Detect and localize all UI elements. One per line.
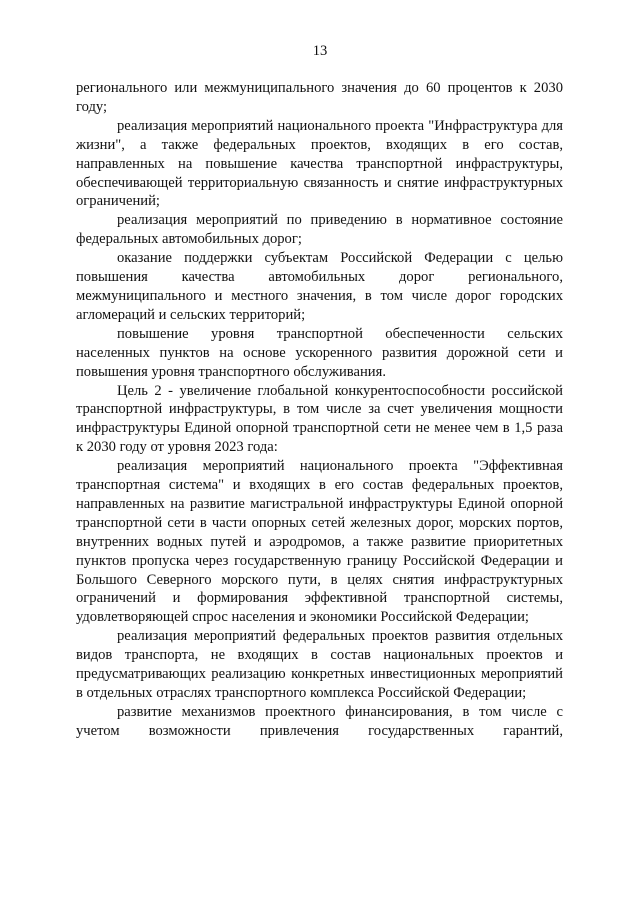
- paragraph: реализация мероприятий федеральных проектов развития отдельных видов транспорта, не входящих в состав национальных проектов и предусматривающих реализацию конкретных инвестиционных мероприятий в отдельных отраслях транспортного комплекса Российской Федерации;: [76, 628, 563, 701]
- paragraph: повышение уровня транспортной обеспеченности сельских населенных пунктов на основе ускоренного развития дорожной сети и повышения уровня транспортного обслуживания.: [76, 325, 563, 380]
- paragraph: реализация мероприятий национального проекта "Инфраструктура для жизни", а также федеральных проектов, входящих в его состав, направленных на повышение качества транспортной инфраструктуры, обеспечивающей территориальную связанность и снятие инфраструктурных ограничений;: [76, 117, 563, 210]
- body-text: [76, 79, 563, 741]
- paragraph: Цель 2 - увеличение глобальной конкурентоспособности российской транспортной инфраструктуры, в том числе за счет увеличения мощности инфраструктуры Единой опорной транспортной сети не менее чем в 1,5 раза к 2030 году от уровня 2023 года:: [76, 382, 563, 456]
- paragraph: оказание поддержки субъектам Российской Федерации с целью повышения качества автомобильных дорог регионального, межмуниципального и местного значения, в том числе дорог городских агломераций и сельских территорий;: [76, 250, 563, 323]
- paragraph: реализация мероприятий по приведению в нормативное состояние федеральных автомобильных дорог;: [76, 212, 563, 248]
- paragraph: реализация мероприятий национального проекта "Эффективная транспортная система" и входящих в его состав федеральных проектов, направленных на развитие магистральной инфраструктуры Единой опорной транспортной сети в части опорных сетей железных дорог, морских портов, внутренних водных путей и аэродромов, а также развитие приоритетных пунктов пропуска через государственную границу Российской Федерации и Большого Северного морского пути, в целях снятия инфраструктурных ограничений и формирования эффективной транспортной системы, удовлетворяющей спрос населения и экономики Российской Федерации;: [76, 458, 563, 626]
- page-number: 13: [312, 43, 328, 59]
- paragraph: регионального или межмуниципального значения до 60 процентов к 2030 году;: [76, 80, 563, 115]
- paragraph: развитие механизмов проектного финансирования, в том числе с учетом возможности привлечения государственных гарантий,: [76, 703, 563, 739]
